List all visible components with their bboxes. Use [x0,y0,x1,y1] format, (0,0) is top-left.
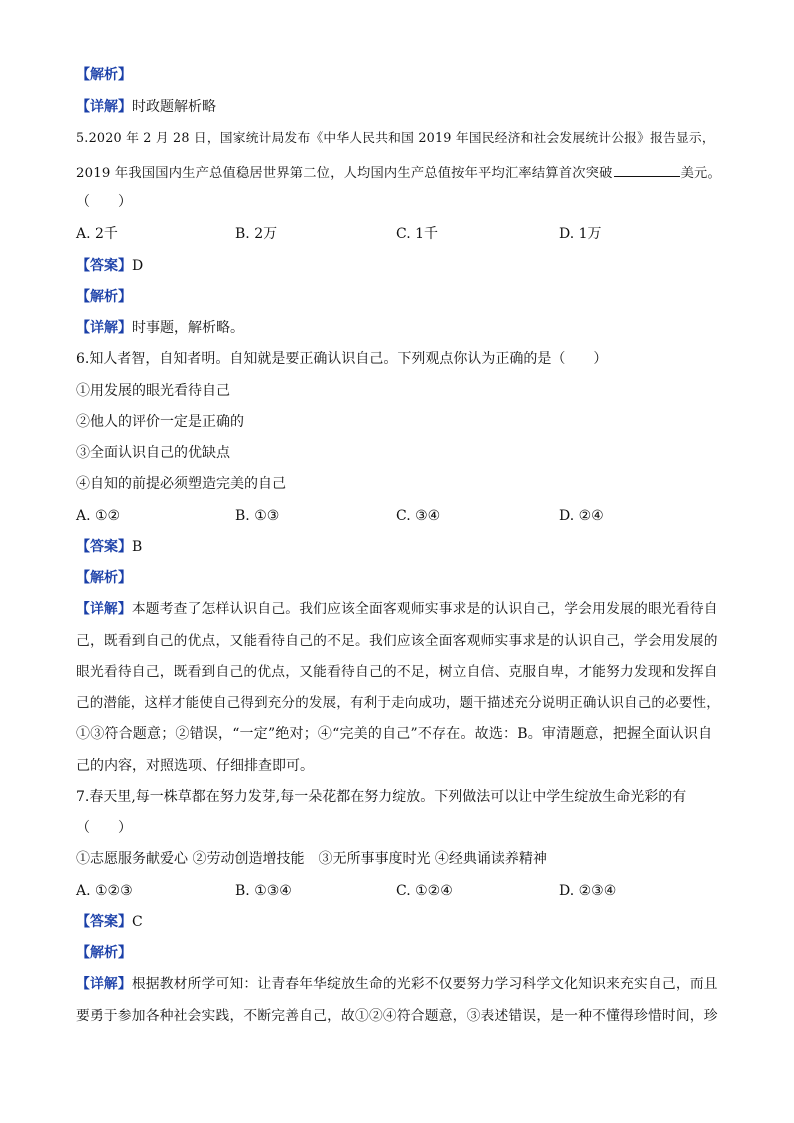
q5-answer: D [132,258,144,274]
q7-answer-line [76,913,726,931]
answer-tag: 【答案】 [76,539,132,555]
q6-option-d: D. ②④ [559,508,604,524]
q5-answer-line [76,257,726,275]
q5-stem-line1: 5.2020 年 2 月 28 日，国家统计局发布《中华人民共和国 2019 年国民经济和社会发展统计公报》报告显示， [76,131,715,146]
detail-tag: 【详解】 [76,99,132,115]
analysis-tag: 【解析】 [76,67,132,83]
analysis-tag: 【解析】 [76,289,132,305]
q6-option-a: A. ①② [76,508,121,524]
q6-option-c: C. ③④ [396,508,441,524]
q6-stem: 6.知人者智，自知者明。自知就是要正确认识自己。下列观点你认为正确的是（ ） [76,351,608,367]
analysis-heading [76,66,726,84]
q6-item-3: ③全面认识自己的优缺点 [76,445,230,461]
q7-paren: （ ） [76,820,132,836]
q7-answer: C [132,914,143,930]
q6-detail-line-5: ①③符合题意；②错误，“一定”绝对；④“完美的自己”不存在。故选：B。审清题意，把握全面认识自 [76,726,713,742]
q7-option-c: C. ①②④ [396,883,453,899]
q6-detail-text-1: 本题考查了怎样认识自己。我们应该全面客观师实事求是的认识自己，学会用发展的眼光看待自 [131,601,718,617]
q7-option-b: B. ①③④ [235,883,292,899]
detail-line [76,98,726,116]
q5-stem-line2-before: 2019 年我国国内生产总值稳居世界第二位，人均国内生产总值按年平均汇率结算首次突破 [76,166,613,181]
answer-tag: 【答案】 [76,914,132,930]
q5-detail-line [76,319,726,337]
q7-stem: 7.春天里,每一株草都在努力发芽,每一朵花都在努力绽放。下列做法可以让中学生绽放生命光彩的有 [76,789,687,805]
q5-stem-line2 [76,162,726,183]
q7-detail-line-1 [76,975,726,993]
q5-option-b: B. 2万 [235,226,278,242]
q6-item-4: ④自知的前提必须塑造完美的自己 [76,476,286,492]
q6-detail-line-3: 眼光看待自己，既看到自己的优点，又能看待自己的不足，树立自信、克服自卑，才能努力发现和发挥自 [76,664,718,680]
q6-item-1: ①用发展的眼光看待自己 [76,383,230,399]
q5-stem-line2-after: 美元。 [680,166,721,181]
q7-detail-line-2: 要勇于参加各种社会实践，不断完善自己，故①②④符合题意，③表述错误，是一种不懂得珍惜时间，珍 [76,1008,718,1024]
q6-answer-line [76,538,726,556]
detail-text: 时政题解析略 [132,99,216,115]
q6-analysis-heading [76,569,726,587]
q7-options [76,882,726,900]
q6-options [76,507,726,525]
detail-tag: 【详解】 [76,601,132,617]
q7-items: ①志愿服务献爱心 ②劳动创造增技能 ③无所事事度时光 ④经典诵读养精神 [76,851,547,867]
q5-analysis-heading [76,288,726,306]
detail-tag: 【详解】 [76,320,132,336]
analysis-tag: 【解析】 [76,945,132,961]
q5-answer-blank [614,162,680,177]
analysis-tag: 【解析】 [76,570,132,586]
q6-detail-line-6: 己的内容，对照选项、仔细排查即可。 [76,758,314,774]
answer-tag: 【答案】 [76,258,132,274]
q7-detail-text-1: 根据教材所学可知：让青春年华绽放生命的光彩不仅要努力学习科学文化知识来充实自己，而且 [131,976,718,992]
q7-option-a: A. ①②③ [76,883,133,899]
q5-option-a: A. 2千 [76,226,118,242]
q6-option-b: B. ①③ [235,508,280,524]
q6-detail-line-4: 己的潜能，这样才能使自己得到充分的发展，有利于走向成功，题干描述充分说明正确认识自己的必要性， [76,695,720,711]
q6-answer: B [132,539,143,555]
q6-detail-line-2: 己，既看到自己的优点，又能看待自己的不足。我们应该全面客观师实事求是的认识自己，学会用发展的 [76,633,718,649]
q7-analysis-heading [76,944,726,962]
q5-options [76,225,726,243]
q5-option-c: C. 1千 [396,226,439,242]
q5-option-d: D. 1万 [559,226,602,242]
q7-option-d: D. ②③④ [559,883,617,899]
q6-item-2: ②他人的评价一定是正确的 [76,414,244,430]
q6-detail-line-1 [76,600,726,618]
q5-paren: （ ） [76,194,132,210]
q5-detail-text: 时事题，解析略。 [132,320,244,336]
detail-tag: 【详解】 [76,976,132,992]
